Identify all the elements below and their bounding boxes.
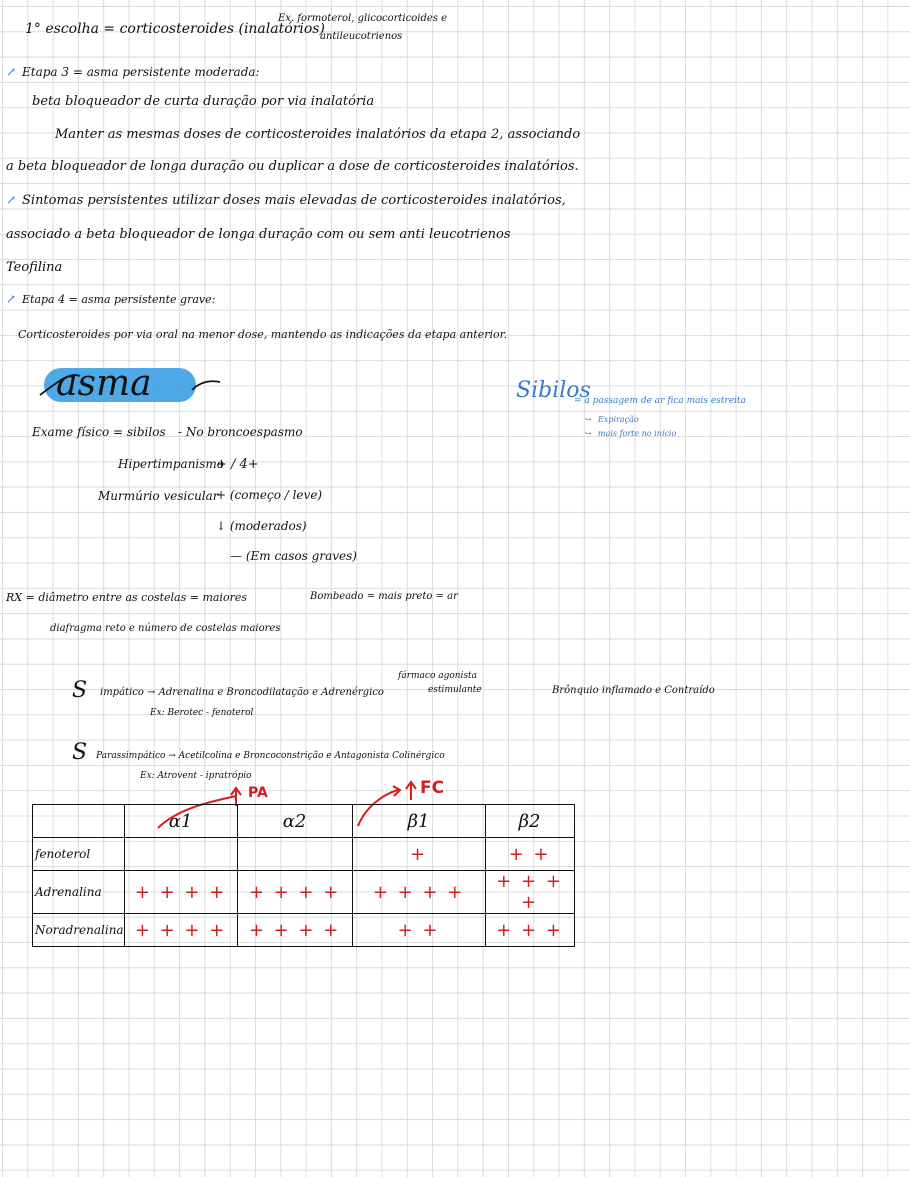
rx-bombeado: Bombeado = mais preto = ar bbox=[310, 591, 458, 602]
table-cell: + + + + bbox=[352, 871, 485, 914]
table-header-cell: β2 bbox=[485, 805, 574, 838]
simpatico-note-2: estimulante bbox=[428, 685, 482, 695]
murmurio-value-2: ↓ (moderados) bbox=[216, 519, 307, 533]
table-header-cell: β1 bbox=[352, 805, 485, 838]
table-header-cell bbox=[33, 805, 125, 838]
hipertimpanismo-label: Hipertimpanismo bbox=[118, 457, 225, 471]
simpatico-note-1: fármaco agonista bbox=[398, 671, 478, 681]
table-header-cell: α1 bbox=[124, 805, 237, 838]
bronquio-note: Brônquio inflamado e Contraído bbox=[552, 685, 715, 696]
table-cell: + + bbox=[352, 914, 485, 947]
simpatico-s: S bbox=[72, 678, 88, 703]
exam-label: Exame físico = sibilos bbox=[32, 425, 166, 439]
text-line: associado a beta bloqueador de longa duração com ou sem anti leucotrienos bbox=[6, 227, 511, 242]
arrow-icon: ↗ bbox=[6, 65, 17, 79]
simpatico-line: impático → Adrenalina e Broncodilatação e Adrenérgico bbox=[100, 687, 384, 698]
row-label: fenoterol bbox=[33, 838, 125, 871]
text-line: Sintomas persistentes utilizar doses mais elevadas de corticosteroides inalatórios, bbox=[22, 193, 566, 208]
exam-dash: - No broncoespasmo bbox=[178, 425, 303, 439]
table-row bbox=[33, 871, 575, 914]
text-line: Manter as mesmas doses de corticosteroides inalatórios da etapa 2, associando bbox=[55, 127, 581, 142]
receptor-table bbox=[32, 804, 575, 947]
row-label: Adrenalina bbox=[33, 871, 125, 914]
table-cell bbox=[237, 838, 352, 871]
text-line: a beta bloqueador de longa duração ou duplicar a dose de corticosteroides inalatórios. bbox=[6, 159, 579, 174]
first-choice-note: Ex. formoterol, glicocorticoides e bbox=[278, 13, 447, 24]
etapa-4-heading: Etapa 4 = asma persistente grave: bbox=[22, 293, 216, 306]
table-cell: + + + + bbox=[124, 914, 237, 947]
murmurio-value-1: + (começo / leve) bbox=[216, 488, 323, 502]
arrow-icon: ↗ bbox=[6, 292, 17, 306]
arrow-icon: ↗ bbox=[6, 193, 17, 207]
sibilos-definition: = a passagem de ar fica mais estreita bbox=[574, 396, 746, 406]
table-cell: + + + bbox=[485, 914, 574, 947]
table-cell: + + + + bbox=[485, 871, 574, 914]
table-row bbox=[33, 914, 575, 947]
table-cell: + bbox=[352, 838, 485, 871]
etapa-3-heading: Etapa 3 = asma persistente moderada: bbox=[22, 65, 260, 79]
table-cell: + + + + bbox=[237, 871, 352, 914]
sibilos-sub-1: Expiração bbox=[598, 415, 639, 424]
table-cell: + + bbox=[485, 838, 574, 871]
sibilos-arrow-icon: ↪ bbox=[585, 415, 592, 424]
fc-label: FC bbox=[420, 778, 445, 798]
murmurio-label: Murmúrio vesicular bbox=[98, 489, 219, 503]
first-choice-line: 1° escolha = corticosteroides (inalatórios) bbox=[25, 21, 325, 37]
simpatico-example: Ex: Berotec - fenoterol bbox=[150, 708, 254, 718]
rx-diafragma: diafragma reto e número de costelas maiores bbox=[50, 623, 281, 634]
text-line: Teofilina bbox=[6, 260, 63, 275]
murmurio-value-3: — (Em casos graves) bbox=[230, 549, 357, 563]
pa-label: PA bbox=[248, 785, 268, 801]
sibilos-title: Sibilos bbox=[516, 378, 591, 403]
sibilos-arrow-icon: ↪ bbox=[585, 429, 592, 438]
rx-line: RX = diâmetro entre as costelas = maiores bbox=[6, 591, 247, 604]
first-choice-note-2: antileucotrienos bbox=[320, 31, 403, 42]
table-cell: + + + + bbox=[124, 871, 237, 914]
title-asma: asma bbox=[56, 363, 152, 404]
table-header-row bbox=[33, 805, 575, 838]
table-header-cell: α2 bbox=[237, 805, 352, 838]
table-cell bbox=[124, 838, 237, 871]
table-cell: + + + + bbox=[237, 914, 352, 947]
row-label: Noradrenalina bbox=[33, 914, 125, 947]
parassimpatico-example: Ex: Atrovent - ipratrópio bbox=[140, 771, 252, 781]
hipertimpanismo-value: + / 4+ bbox=[216, 457, 259, 472]
table-row bbox=[33, 838, 575, 871]
text-line: Corticosteroides por via oral na menor dose, mantendo as indicações da etapa anterior. bbox=[18, 328, 508, 341]
text-line: beta bloqueador de curta duração por via inalatória bbox=[32, 94, 375, 109]
parassimpatico-line: Parassimpático → Acetilcolina e Broncoconstrição e Antagonista Colinérgico bbox=[96, 751, 445, 761]
parassimpatico-s: S bbox=[72, 740, 88, 765]
sibilos-sub-2: mais forte no início bbox=[598, 429, 677, 438]
